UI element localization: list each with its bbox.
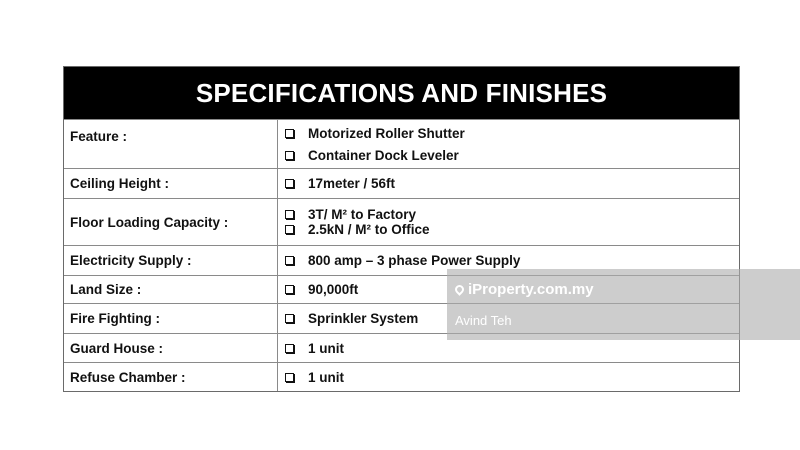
item-text: 3T/ M² to Factory	[308, 207, 417, 222]
row-label: Fire Fighting :	[64, 304, 278, 333]
row-values	[278, 169, 739, 198]
row-values	[278, 120, 739, 168]
list-item	[284, 207, 739, 222]
watermark-brand	[455, 281, 594, 298]
item-text: 1 unit	[308, 369, 344, 385]
list-item	[284, 148, 739, 163]
item-text: 1 unit	[308, 340, 344, 356]
list-item	[284, 176, 739, 191]
row-values	[278, 199, 739, 245]
list-item	[284, 222, 739, 237]
list-item	[284, 341, 739, 356]
checkbox-icon	[285, 225, 294, 234]
location-pin-icon	[453, 283, 466, 296]
checkbox-icon	[285, 129, 294, 138]
checkbox-icon	[285, 344, 294, 353]
item-text: Container Dock Leveler	[308, 147, 459, 163]
checkbox-icon	[285, 179, 294, 188]
row-label: Floor Loading Capacity :	[64, 199, 278, 245]
item-text: 2.5kN / M² to Office	[308, 222, 430, 237]
checkbox-icon	[285, 285, 294, 294]
watermark	[447, 269, 800, 340]
table-row-feature	[64, 119, 739, 168]
list-item	[284, 126, 739, 141]
table-row-refuse-chamber	[64, 362, 739, 391]
row-label: Land Size :	[64, 276, 278, 303]
row-label: Feature :	[64, 120, 278, 168]
watermark-agent: Avind Teh	[455, 313, 512, 328]
checkbox-icon	[285, 314, 294, 323]
item-text: 800 amp – 3 phase Power Supply	[308, 253, 521, 268]
checkbox-icon	[285, 373, 294, 382]
row-label: Refuse Chamber :	[64, 363, 278, 391]
row-label: Electricity Supply :	[64, 246, 278, 275]
checkbox-icon	[285, 210, 294, 219]
item-text: 17meter / 56ft	[308, 176, 396, 191]
item-text: Sprinkler System	[308, 311, 419, 326]
list-item	[284, 253, 739, 268]
list-item	[284, 370, 739, 385]
row-label: Guard House :	[64, 334, 278, 362]
checkbox-icon	[285, 256, 294, 265]
table-row-ceiling-height	[64, 168, 739, 198]
table-row-floor-loading	[64, 198, 739, 245]
watermark-brand-text: iProperty.com.my	[468, 281, 594, 298]
row-values	[278, 363, 739, 391]
specifications-table	[63, 66, 740, 392]
table-title: SPECIFICATIONS AND FINISHES	[64, 67, 739, 119]
item-text: Motorized Roller Shutter	[308, 125, 465, 141]
checkbox-icon	[285, 151, 294, 160]
item-text: 90,000ft	[308, 282, 359, 297]
row-label: Ceiling Height :	[64, 169, 278, 198]
